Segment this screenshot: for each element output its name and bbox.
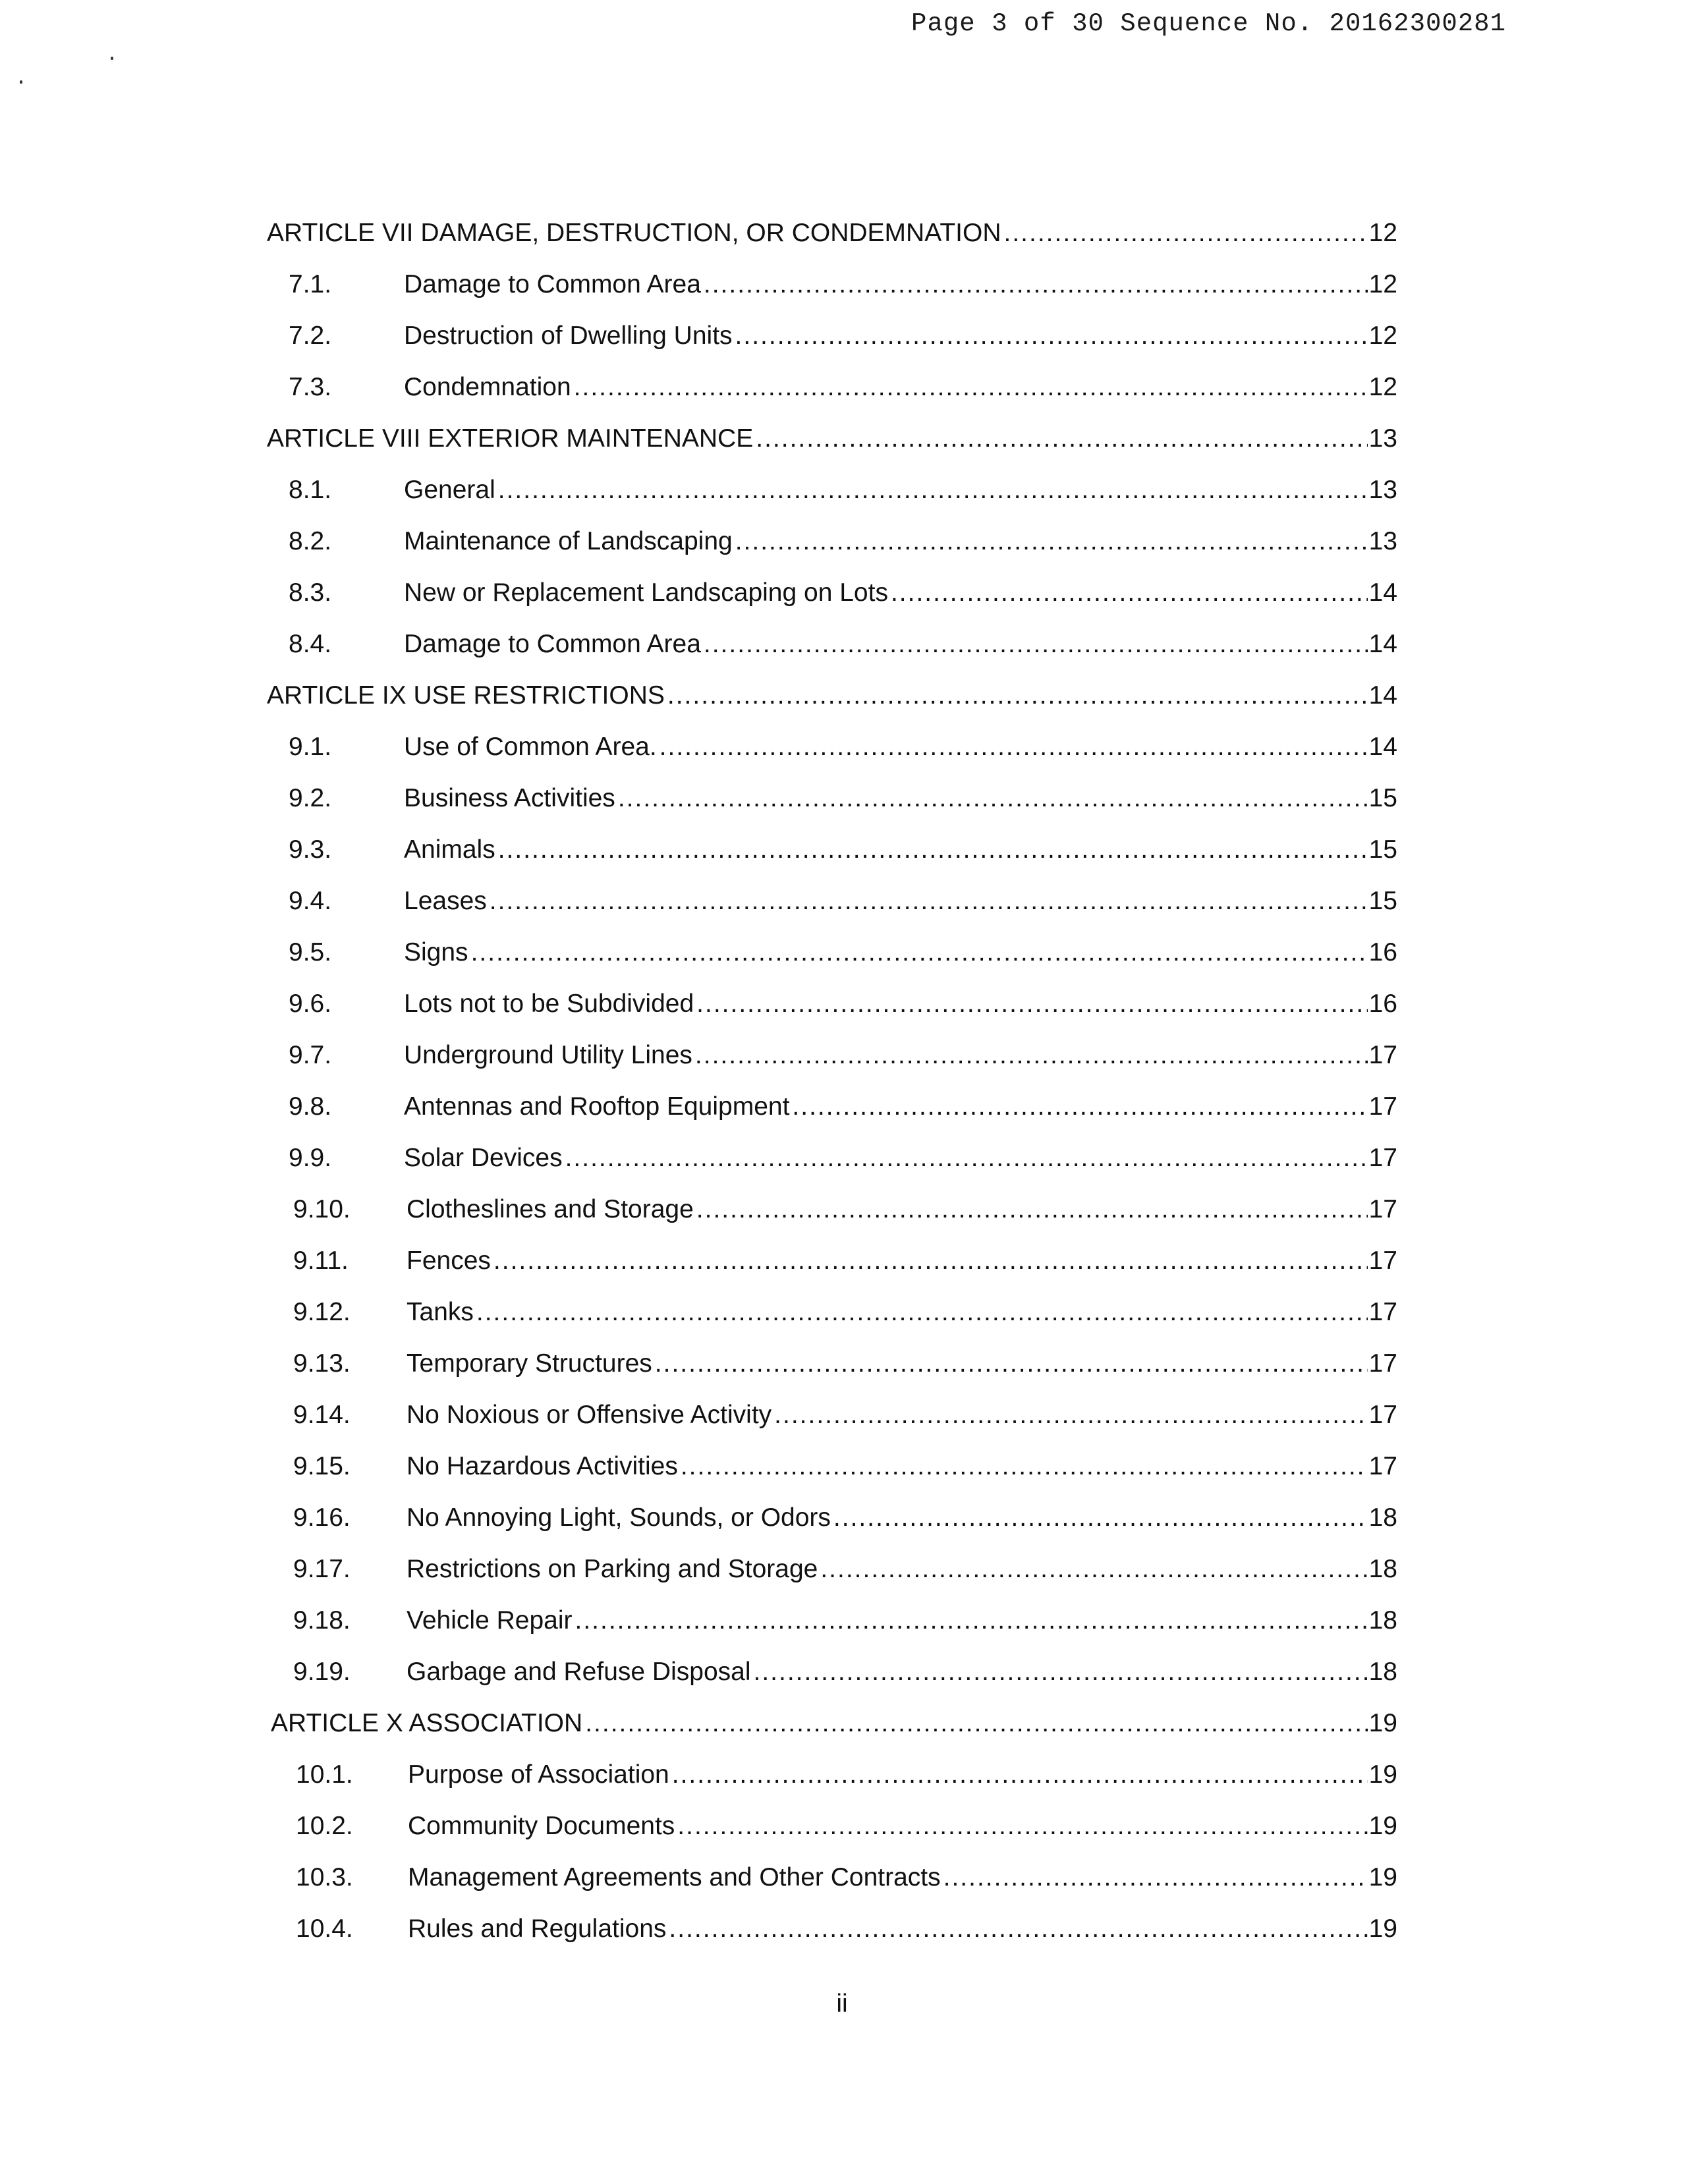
toc-dot-leader (696, 991, 1367, 1017)
toc-section-row (267, 1646, 1397, 1697)
toc-page-number: 12 (1368, 218, 1397, 247)
toc-dot-leader (565, 1145, 1368, 1171)
toc-section-row (267, 618, 1397, 669)
toc-section-title: No Hazardous Activities (407, 1451, 678, 1480)
toc-section-number: 9.2. (289, 783, 332, 812)
toc-article-title: ARTICLE IX USE RESTRICTIONS (267, 681, 665, 710)
toc-section-title: Solar Devices (404, 1143, 563, 1172)
toc-dot-leader (672, 1762, 1368, 1787)
toc-section-row (267, 1851, 1397, 1903)
toc-article-title: ARTICLE VII DAMAGE, DESTRUCTION, OR CONDEMNATION (267, 218, 1001, 247)
toc-section-row (267, 772, 1397, 824)
toc-dot-leader (498, 837, 1368, 862)
toc-page-number: 17 (1368, 1451, 1397, 1480)
toc-dot-leader (677, 1813, 1367, 1839)
toc-page-number: 14 (1368, 681, 1397, 710)
toc-section-row (267, 926, 1397, 978)
toc-section-number: 9.7. (289, 1040, 332, 1069)
toc-section-number: 9.1. (289, 732, 332, 761)
toc-dot-leader (681, 1453, 1368, 1479)
toc-page-number: 13 (1368, 526, 1397, 555)
toc-page-number: 17 (1368, 1400, 1397, 1429)
toc-page-number: 18 (1368, 1503, 1397, 1532)
toc-page-number: 14 (1368, 629, 1397, 658)
toc-section-row (267, 875, 1397, 926)
toc-page-number: 13 (1368, 475, 1397, 504)
toc-page-number: 16 (1368, 938, 1397, 966)
toc-article-title: ARTICLE X ASSOCIATION (271, 1708, 583, 1737)
toc-section-row (267, 1235, 1397, 1286)
toc-dot-leader (753, 1659, 1367, 1685)
toc-page-number: 12 (1368, 321, 1397, 350)
toc-section-row (267, 721, 1397, 772)
toc-section-title: Use of Common Area. (404, 732, 657, 761)
toc-page-number: 18 (1368, 1606, 1397, 1635)
toc-section-title: General (404, 475, 495, 504)
toc-dot-leader (667, 683, 1368, 708)
toc-dot-leader (493, 1248, 1368, 1274)
table-of-contents (267, 207, 1397, 1954)
toc-dot-leader (618, 785, 1368, 811)
toc-section-number: 10.2. (296, 1811, 353, 1840)
toc-section-row (267, 1749, 1397, 1800)
toc-section-number: 9.9. (289, 1143, 332, 1172)
toc-section-number: 8.2. (289, 526, 332, 555)
scan-speck (20, 80, 22, 84)
toc-dot-leader (476, 1299, 1368, 1325)
toc-page-number: 17 (1368, 1194, 1397, 1223)
toc-section-number: 9.13. (293, 1349, 351, 1378)
toc-section-row (267, 1492, 1397, 1543)
toc-section-row (267, 1800, 1397, 1851)
toc-section-title: Lots not to be Subdivided (404, 989, 694, 1018)
toc-dot-leader (943, 1864, 1368, 1890)
toc-page-number: 17 (1368, 1143, 1397, 1172)
toc-section-number: 10.3. (296, 1862, 353, 1891)
toc-section-title: Destruction of Dwelling Units (404, 321, 733, 350)
toc-dot-leader (820, 1556, 1367, 1582)
toc-dot-leader (792, 1094, 1367, 1119)
toc-page-number: 12 (1368, 269, 1397, 298)
toc-dot-leader (704, 631, 1368, 657)
toc-section-number: 8.4. (289, 629, 332, 658)
toc-page-number: 18 (1368, 1657, 1397, 1686)
toc-section-title: Damage to Common Area (404, 269, 701, 298)
toc-section-row (267, 1286, 1397, 1337)
toc-dot-leader (696, 1196, 1368, 1222)
toc-dot-leader (575, 1608, 1367, 1633)
toc-section-title: Tanks (407, 1297, 474, 1326)
toc-section-row (267, 310, 1397, 361)
toc-page-number: 19 (1368, 1862, 1397, 1891)
toc-section-row (267, 824, 1397, 875)
toc-dot-leader (833, 1505, 1368, 1530)
toc-dot-leader (574, 374, 1368, 400)
toc-page-number: 17 (1368, 1349, 1397, 1378)
toc-page-number: 19 (1368, 1708, 1397, 1737)
toc-page-number: 12 (1368, 372, 1397, 401)
toc-section-row (267, 361, 1397, 412)
toc-section-title: No Noxious or Offensive Activity (407, 1400, 772, 1429)
toc-page-number: 18 (1368, 1554, 1397, 1583)
toc-section-number: 9.3. (289, 835, 332, 864)
toc-section-number: 9.19. (293, 1657, 351, 1686)
toc-section-title: Damage to Common Area (404, 629, 701, 658)
toc-dot-leader (669, 1916, 1367, 1942)
toc-section-number: 7.2. (289, 321, 332, 350)
toc-page-number: 13 (1368, 424, 1397, 453)
toc-section-title: Business Activities (404, 783, 615, 812)
toc-section-title: Vehicle Repair (407, 1606, 573, 1635)
toc-section-number: 8.1. (289, 475, 332, 504)
toc-dot-leader (735, 528, 1368, 554)
toc-section-number: 10.4. (296, 1914, 353, 1943)
sequence-header-stamp: Page 3 of 30 Sequence No. 20162300281 (911, 9, 1506, 38)
toc-section-number: 9.8. (289, 1092, 332, 1121)
toc-section-row (267, 1132, 1397, 1183)
toc-dot-leader (756, 426, 1367, 451)
toc-section-row (267, 1080, 1397, 1132)
toc-page-number: 19 (1368, 1760, 1397, 1789)
toc-section-row (267, 515, 1397, 567)
toc-section-title: Underground Utility Lines (404, 1040, 692, 1069)
toc-section-number: 9.4. (289, 886, 332, 915)
toc-section-number: 10.1. (296, 1760, 353, 1789)
toc-section-title: Clotheslines and Storage (407, 1194, 694, 1223)
toc-article-row (267, 669, 1397, 721)
toc-page-number: 19 (1368, 1811, 1397, 1840)
toc-section-title: Restrictions on Parking and Storage (407, 1554, 818, 1583)
page-number-footer: ii (836, 1990, 848, 2018)
toc-page-number: 14 (1368, 578, 1397, 607)
toc-section-title: Garbage and Refuse Disposal (407, 1657, 751, 1686)
toc-dot-leader (655, 1351, 1368, 1376)
toc-dot-leader (695, 1042, 1368, 1068)
toc-section-number: 7.1. (289, 269, 332, 298)
toc-section-row (267, 567, 1397, 618)
toc-section-number: 9.16. (293, 1503, 351, 1532)
toc-dot-leader (490, 888, 1368, 914)
toc-section-title: Condemnation (404, 372, 571, 401)
toc-section-number: 9.6. (289, 989, 332, 1018)
toc-section-number: 9.12. (293, 1297, 351, 1326)
toc-section-title: Fences (407, 1246, 491, 1275)
toc-dot-leader (704, 271, 1368, 297)
toc-section-title: Community Documents (408, 1811, 675, 1840)
toc-section-title: Rules and Regulations (408, 1914, 667, 1943)
toc-section-row (267, 978, 1397, 1029)
toc-section-title: No Annoying Light, Sounds, or Odors (407, 1503, 831, 1532)
toc-section-row (267, 1903, 1397, 1954)
toc-section-number: 9.5. (289, 938, 332, 966)
toc-section-number: 9.14. (293, 1400, 351, 1429)
toc-section-row (267, 1337, 1397, 1389)
toc-section-row (267, 1389, 1397, 1440)
toc-section-row (267, 258, 1397, 310)
toc-section-title: Animals (404, 835, 495, 864)
toc-page-number: 15 (1368, 783, 1397, 812)
toc-section-number: 9.10. (293, 1194, 351, 1223)
toc-dot-leader (498, 477, 1368, 503)
toc-section-row (267, 464, 1397, 515)
toc-section-number: 9.15. (293, 1451, 351, 1480)
toc-page-number: 15 (1368, 886, 1397, 915)
toc-dot-leader (660, 734, 1368, 760)
toc-page-number: 14 (1368, 732, 1397, 761)
toc-dot-leader (774, 1402, 1367, 1428)
scan-speck (111, 57, 113, 60)
toc-section-number: 9.17. (293, 1554, 351, 1583)
toc-dot-leader (735, 323, 1368, 349)
toc-section-row (267, 1594, 1397, 1646)
toc-section-row (267, 1029, 1397, 1080)
toc-dot-leader (585, 1710, 1367, 1736)
toc-page-number: 16 (1368, 989, 1397, 1018)
toc-page-number: 19 (1368, 1914, 1397, 1943)
toc-section-title: Temporary Structures (407, 1349, 652, 1378)
toc-article-row (267, 1697, 1397, 1749)
toc-section-row (267, 1183, 1397, 1235)
toc-section-row (267, 1440, 1397, 1492)
toc-section-title: Purpose of Association (408, 1760, 669, 1789)
toc-section-title: New or Replacement Landscaping on Lots (404, 578, 888, 607)
toc-article-row (267, 207, 1397, 258)
toc-article-title: ARTICLE VIII EXTERIOR MAINTENANCE (267, 424, 754, 453)
toc-article-row (267, 412, 1397, 464)
toc-section-title: Management Agreements and Other Contracts (408, 1862, 941, 1891)
toc-dot-leader (1004, 220, 1368, 246)
toc-page-number: 15 (1368, 835, 1397, 864)
toc-dot-leader (471, 939, 1368, 965)
toc-page-number: 17 (1368, 1297, 1397, 1326)
toc-dot-leader (891, 580, 1368, 605)
toc-section-number: 7.3. (289, 372, 332, 401)
toc-section-number: 8.3. (289, 578, 332, 607)
toc-section-title: Signs (404, 938, 468, 966)
toc-section-number: 9.11. (293, 1246, 349, 1275)
toc-page-number: 17 (1368, 1040, 1397, 1069)
toc-section-title: Maintenance of Landscaping (404, 526, 733, 555)
toc-section-title: Leases (404, 886, 487, 915)
toc-section-title: Antennas and Rooftop Equipment (404, 1092, 790, 1121)
toc-page-number: 17 (1368, 1246, 1397, 1275)
toc-section-number: 9.18. (293, 1606, 351, 1635)
toc-page-number: 17 (1368, 1092, 1397, 1121)
toc-section-row (267, 1543, 1397, 1594)
